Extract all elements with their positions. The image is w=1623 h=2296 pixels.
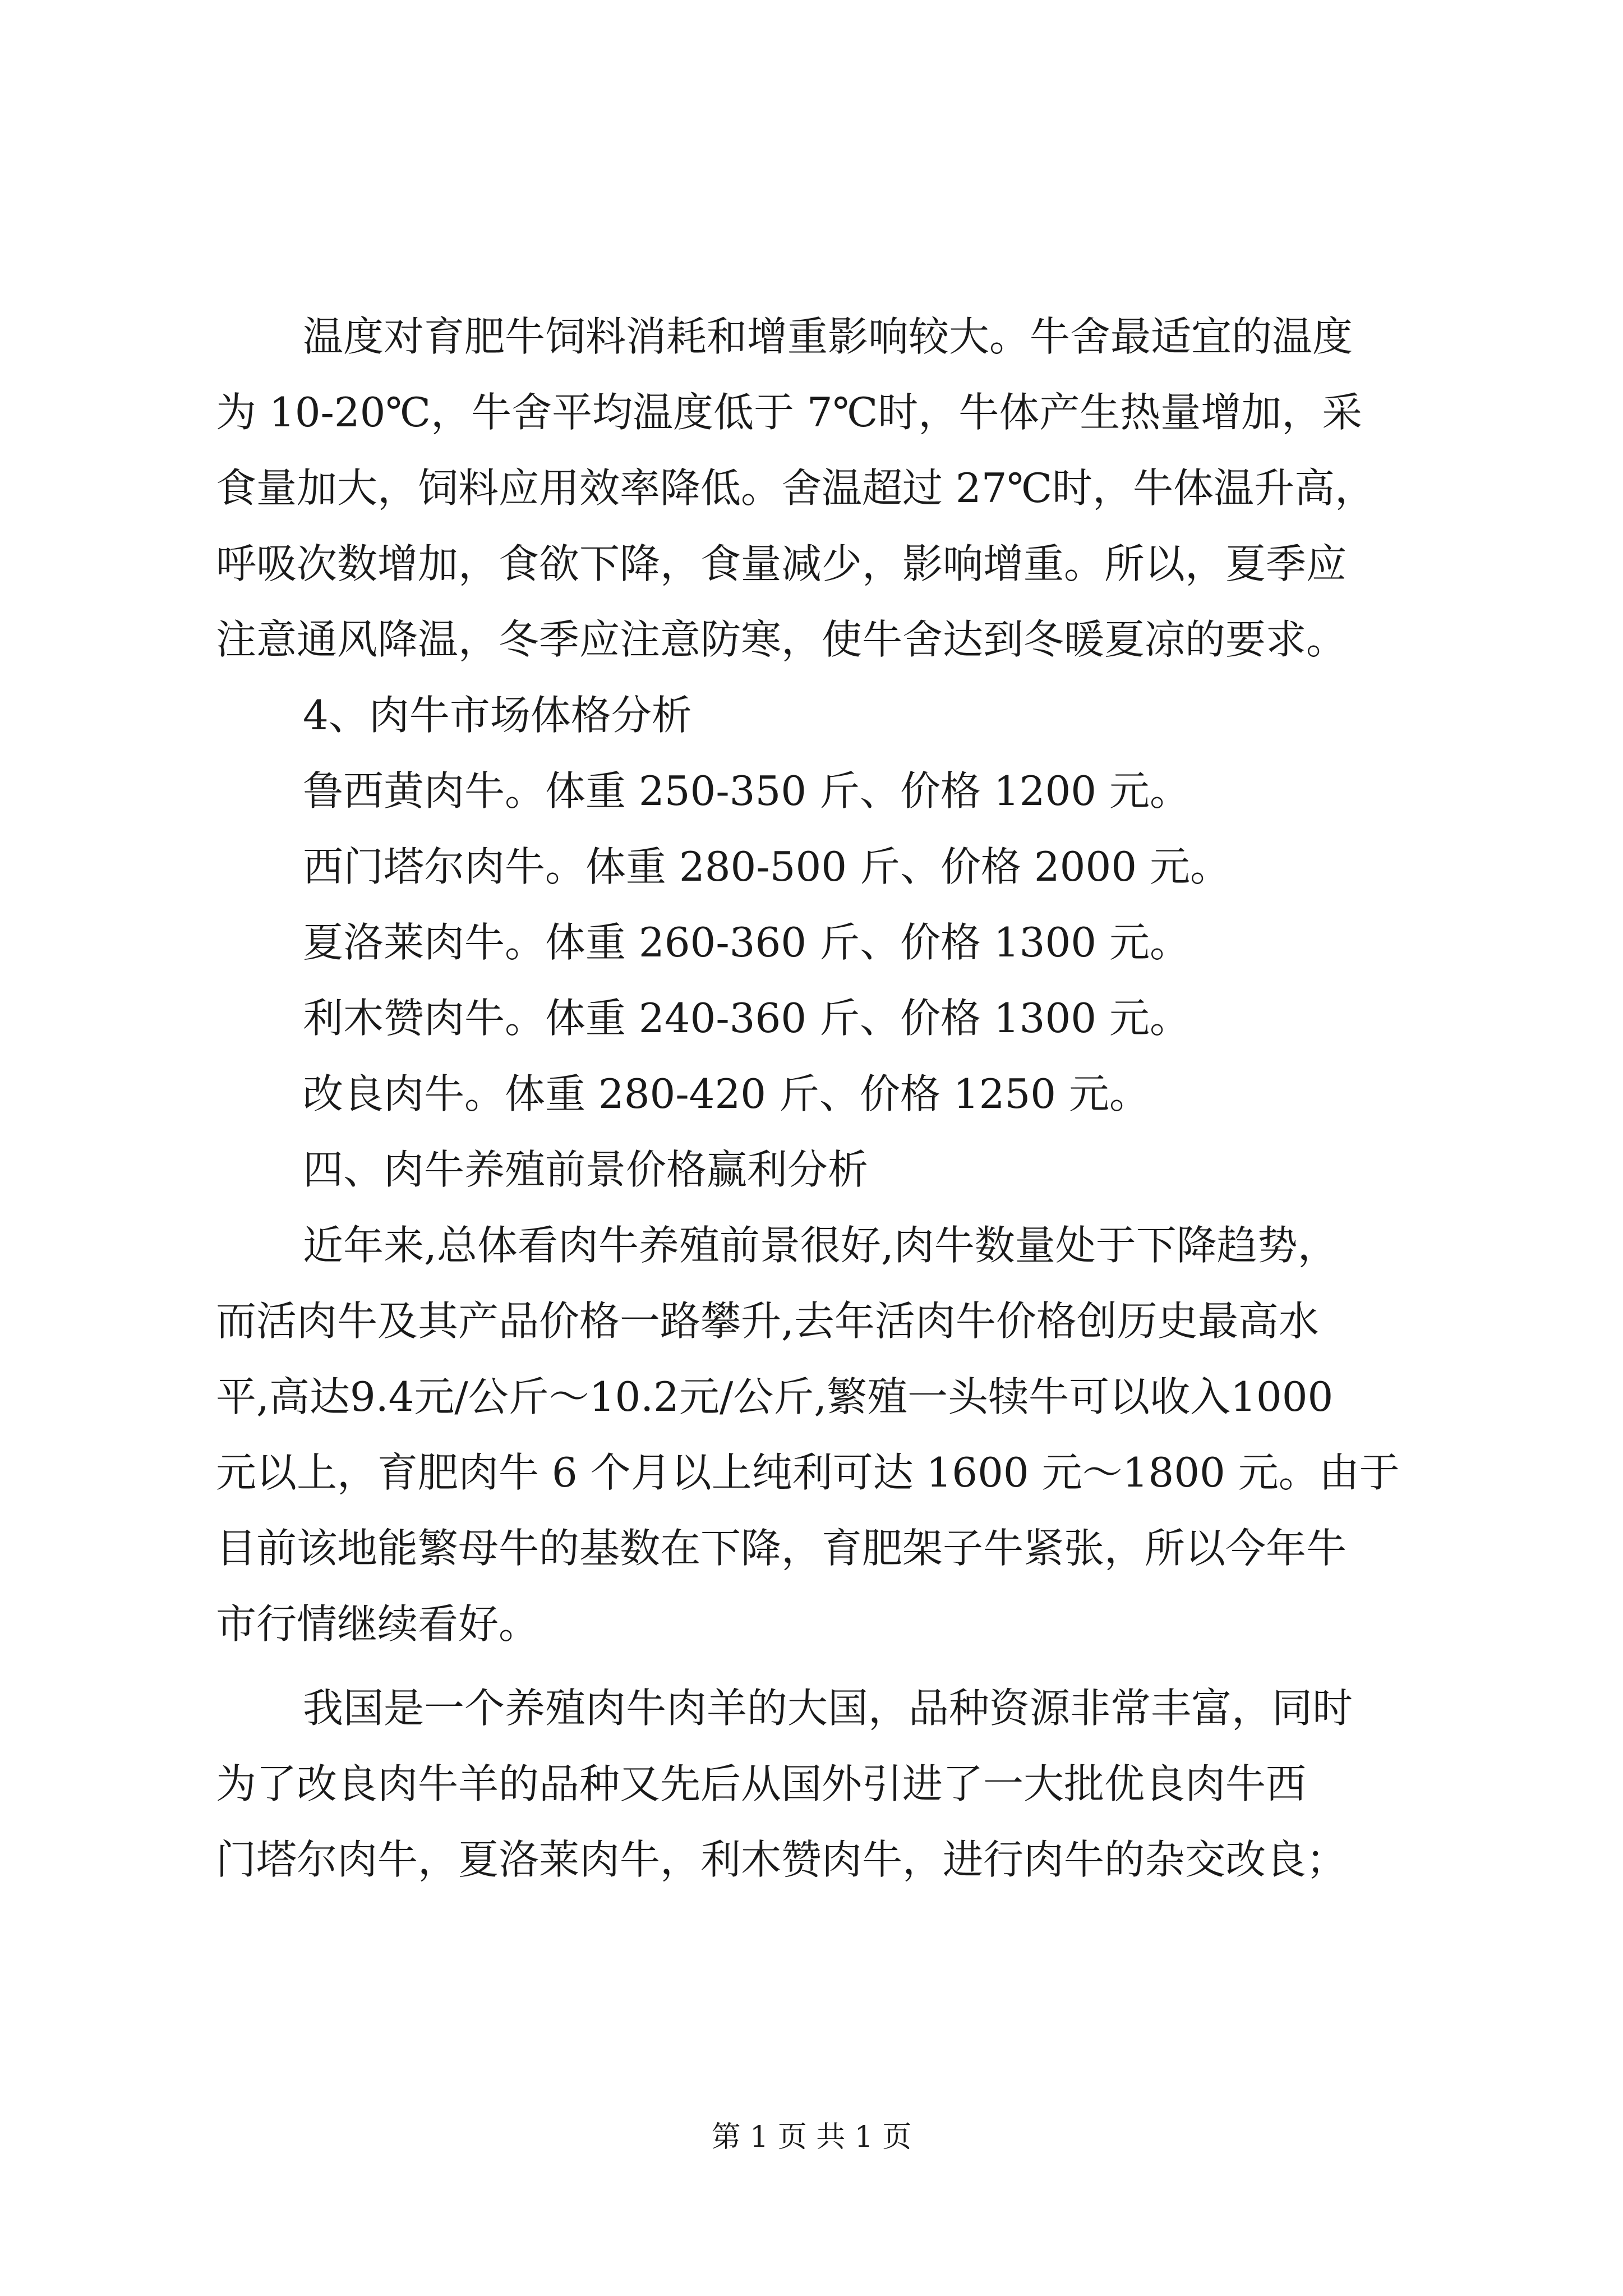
market-item: 西门塔尔肉牛。体重 280-500 斤、价格 2000 元。 [303, 843, 1230, 890]
paragraph-temperature-line-1: 温度对育肥牛饲料消耗和增重影响较大。牛舍最适宜的温度 [303, 313, 1353, 360]
paragraph-prospect-line-3: 平,高达9.4元/公斤～10.2元/公斤,繁殖一头犊牛可以收入1000 [216, 1373, 1334, 1420]
market-item: 利木赞肉牛。体重 240-360 斤、价格 1300 元。 [303, 995, 1190, 1042]
heading-market: 4、肉牛市场体格分析 [303, 692, 692, 739]
paragraph-temperature-line-2: 为 10-20℃，牛舍平均温度低于 7℃时，牛体产生热量增加，采 [216, 389, 1363, 436]
market-item: 改良肉牛。体重 280-420 斤、价格 1250 元。 [303, 1070, 1150, 1117]
paragraph-prospect-line-2: 而活肉牛及其产品价格一路攀升,去年活肉牛价格创历史最高水 [216, 1297, 1319, 1345]
paragraph-temperature-line-5: 注意通风降温，冬季应注意防寒，使牛舍达到冬暖夏凉的要求。 [216, 616, 1347, 663]
paragraph-breeds-line-1: 我国是一个养殖肉牛肉羊的大国，品种资源非常丰富，同时 [303, 1685, 1353, 1732]
paragraph-breeds-line-3: 门塔尔肉牛，夏洛莱肉牛，利木赞肉牛，进行肉牛的杂交改良； [216, 1836, 1347, 1883]
market-item: 夏洛莱肉牛。体重 260-360 斤、价格 1300 元。 [303, 919, 1190, 966]
paragraph-prospect-line-1: 近年来,总体看肉牛养殖前景很好,肉牛数量处于下降趋势， [303, 1222, 1338, 1269]
paragraph-prospect-line-4: 元以上，育肥肉牛 6 个月以上纯利可达 1600 元～1800 元。由于 [216, 1449, 1400, 1496]
paragraph-prospect-line-6: 市行情继续看好。 [216, 1600, 540, 1648]
paragraph-temperature-line-4: 呼吸次数增加，食欲下降，食量减少，影响增重。所以，夏季应 [216, 540, 1347, 587]
heading-prospect: 四、肉牛养殖前景价格赢利分析 [303, 1146, 869, 1193]
page-footer: 第 1 页 共 1 页 [711, 2120, 912, 2154]
paragraph-prospect-line-5: 目前该地能繁母牛的基数在下降，育肥架子牛紧张，所以今年牛 [216, 1525, 1347, 1572]
paragraph-temperature-line-3: 食量加大，饲料应用效率降低。舍温超过 27℃时，牛体温升高， [216, 464, 1376, 512]
paragraph-breeds-line-2: 为了改良肉牛羊的品种又先后从国外引进了一大批优良肉牛西 [216, 1760, 1307, 1807]
market-item: 鲁西黄肉牛。体重 250-350 斤、价格 1200 元。 [303, 767, 1190, 815]
